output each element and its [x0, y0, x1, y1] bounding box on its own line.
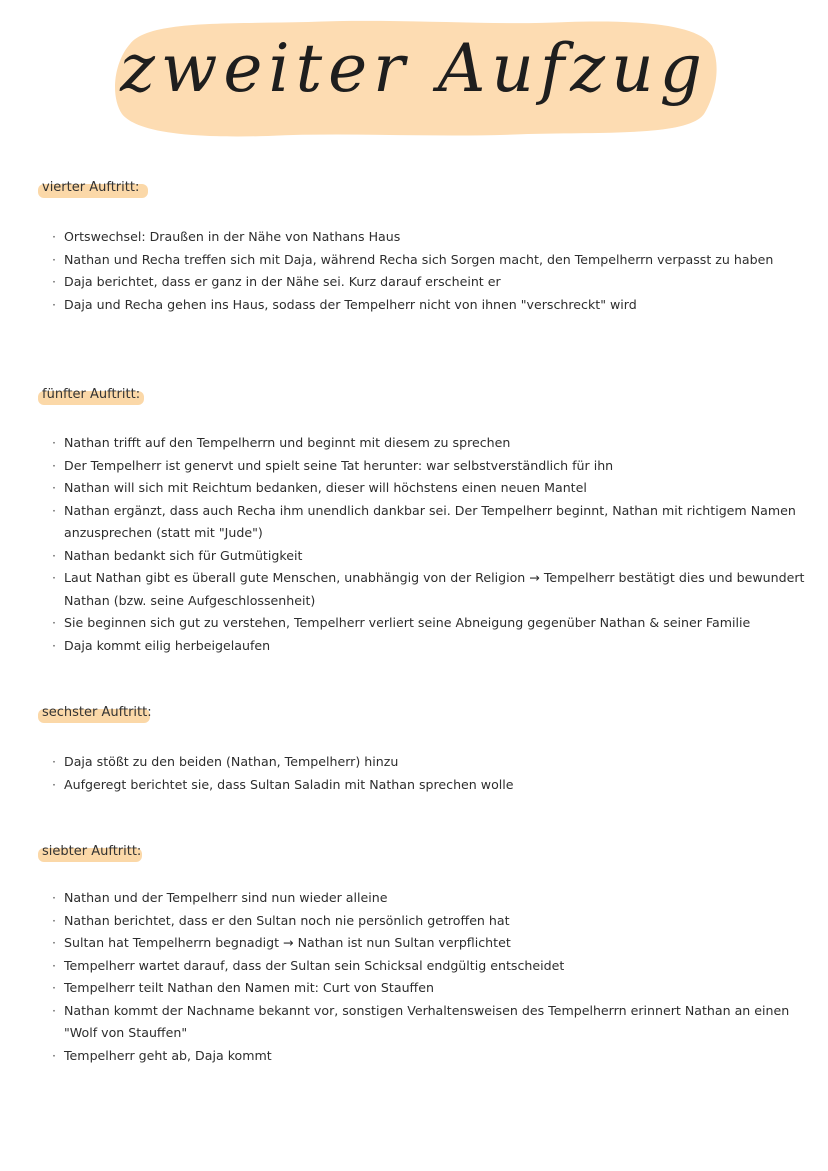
- section-heading-siebter: siebter Auftritt:: [42, 844, 141, 866]
- list-item: · Nathan ergänzt, dass auch Recha ihm unendlich dankbar sei. Der Tempelherr beginnt, Nathan mit richtigem Namen anzusprechen (statt mit "Jude"): [52, 500, 812, 545]
- section-heading-fuenfter: fünfter Auftritt:: [42, 387, 140, 409]
- list-item: · Nathan und der Tempelherr sind nun wieder alleine: [52, 887, 812, 910]
- notes-list-fuenfter: [52, 432, 812, 657]
- list-item: · Daja kommt eilig herbeigelaufen: [52, 635, 812, 658]
- list-item: · Der Tempelherr ist genervt und spielt seine Tat herunter: war selbstverständlich für ihn: [52, 455, 812, 478]
- list-item: · Nathan berichtet, dass er den Sultan noch nie persönlich getroffen hat: [52, 910, 812, 933]
- notes-list-sechster: [52, 751, 812, 796]
- notes-list-siebter: [52, 887, 812, 1067]
- page-title: zweiter Aufzug: [120, 30, 708, 107]
- list-item: · Tempelherr wartet darauf, dass der Sultan sein Schicksal endgültig entscheidet: [52, 955, 812, 978]
- notes-list-vierter: [52, 226, 812, 316]
- list-item: · Nathan bedankt sich für Gutmütigkeit: [52, 545, 812, 568]
- section-heading-sechster: sechster Auftritt:: [42, 705, 152, 727]
- list-item: · Nathan trifft auf den Tempelherrn und beginnt mit diesem zu sprechen: [52, 432, 812, 455]
- title-banner: [108, 14, 720, 140]
- list-item: · Nathan und Recha treffen sich mit Daja, während Recha sich Sorgen macht, den Tempelherrn verpasst zu haben: [52, 249, 812, 272]
- list-item: · Sie beginnen sich gut zu verstehen, Tempelherr verliert seine Abneigung gegenüber Nathan & seiner Familie: [52, 612, 812, 635]
- list-item: · Daja berichtet, dass er ganz in der Nähe sei. Kurz darauf erscheint er: [52, 271, 812, 294]
- list-item: · Sultan hat Tempelherrn begnadigt → Nathan ist nun Sultan verpflichtet: [52, 932, 812, 955]
- section-heading-vierter: vierter Auftritt:: [42, 180, 139, 202]
- list-item: · Laut Nathan gibt es überall gute Menschen, unabhängig von der Religion → Tempelherr bestätigt dies und bewundert Nathan (bzw. seine Aufgeschlossenheit): [52, 567, 812, 612]
- list-item: · Nathan will sich mit Reichtum bedanken, dieser will höchstens einen neuen Mantel: [52, 477, 812, 500]
- list-item: · Aufgeregt berichtet sie, dass Sultan Saladin mit Nathan sprechen wolle: [52, 774, 812, 797]
- list-item: · Daja und Recha gehen ins Haus, sodass der Tempelherr nicht von ihnen "verschreckt" wird: [52, 294, 812, 317]
- list-item: · Tempelherr teilt Nathan den Namen mit: Curt von Stauffen: [52, 977, 812, 1000]
- list-item: · Tempelherr geht ab, Daja kommt: [52, 1045, 812, 1068]
- list-item: · Nathan kommt der Nachname bekannt vor, sonstigen Verhaltensweisen des Tempelherrn erinnert Nathan an einen "Wolf von Stauffen": [52, 1000, 812, 1045]
- list-item: · Ortswechsel: Draußen in der Nähe von Nathans Haus: [52, 226, 812, 249]
- list-item: · Daja stößt zu den beiden (Nathan, Tempelherr) hinzu: [52, 751, 812, 774]
